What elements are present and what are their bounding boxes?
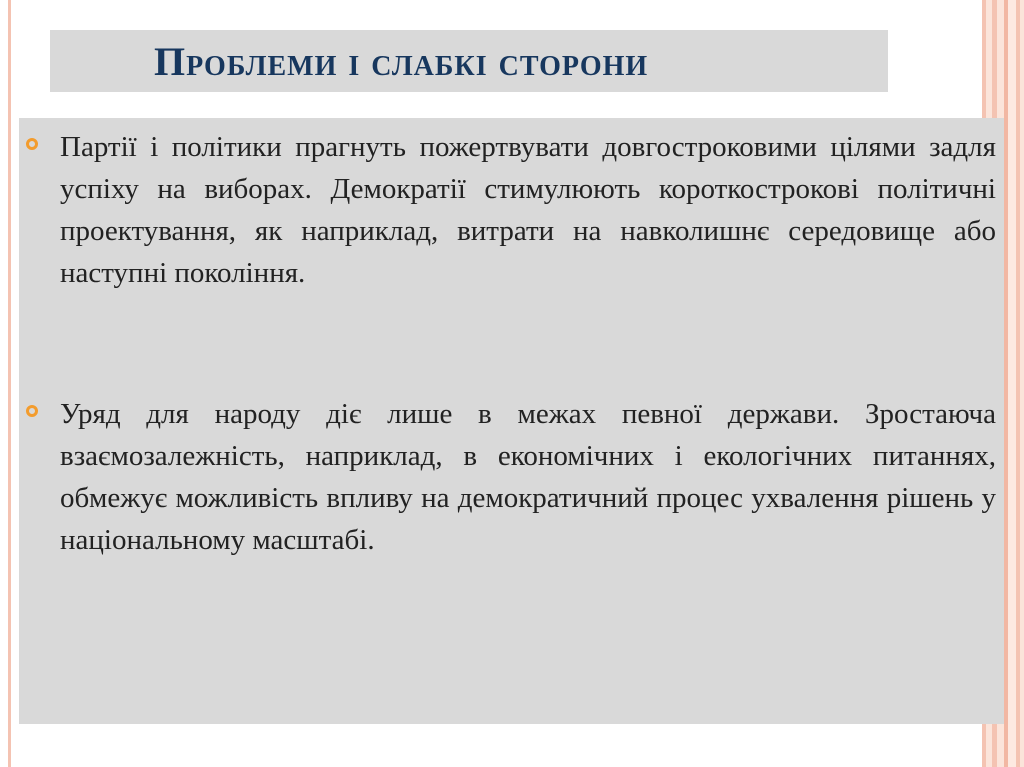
bullet-item	[40, 126, 996, 294]
slide-title: Проблеми і слабкі сторони	[154, 39, 649, 84]
bullet-text: Уряд для народу діє лише в межах певної держави. Зростаюча взаємозалежність, наприклад, в економічних і екологічних питаннях, обмежує можливість впливу на демократичний процес ухвалення рішень у національному масштабі.	[60, 398, 996, 556]
bullet-circle-icon	[26, 405, 38, 417]
bullet-item	[40, 393, 996, 561]
left-accent-line	[8, 0, 11, 767]
title-bar	[50, 30, 888, 92]
bullet-circle-icon	[26, 138, 38, 150]
bullet-text: Партії і політики прагнуть пожертвувати довгостроковими цілями задля успіху на виборах. Демократії стимулюють короткострокові політичні проектування, як наприклад, витрати на навколишнє середовище або наступні покоління.	[60, 131, 996, 289]
